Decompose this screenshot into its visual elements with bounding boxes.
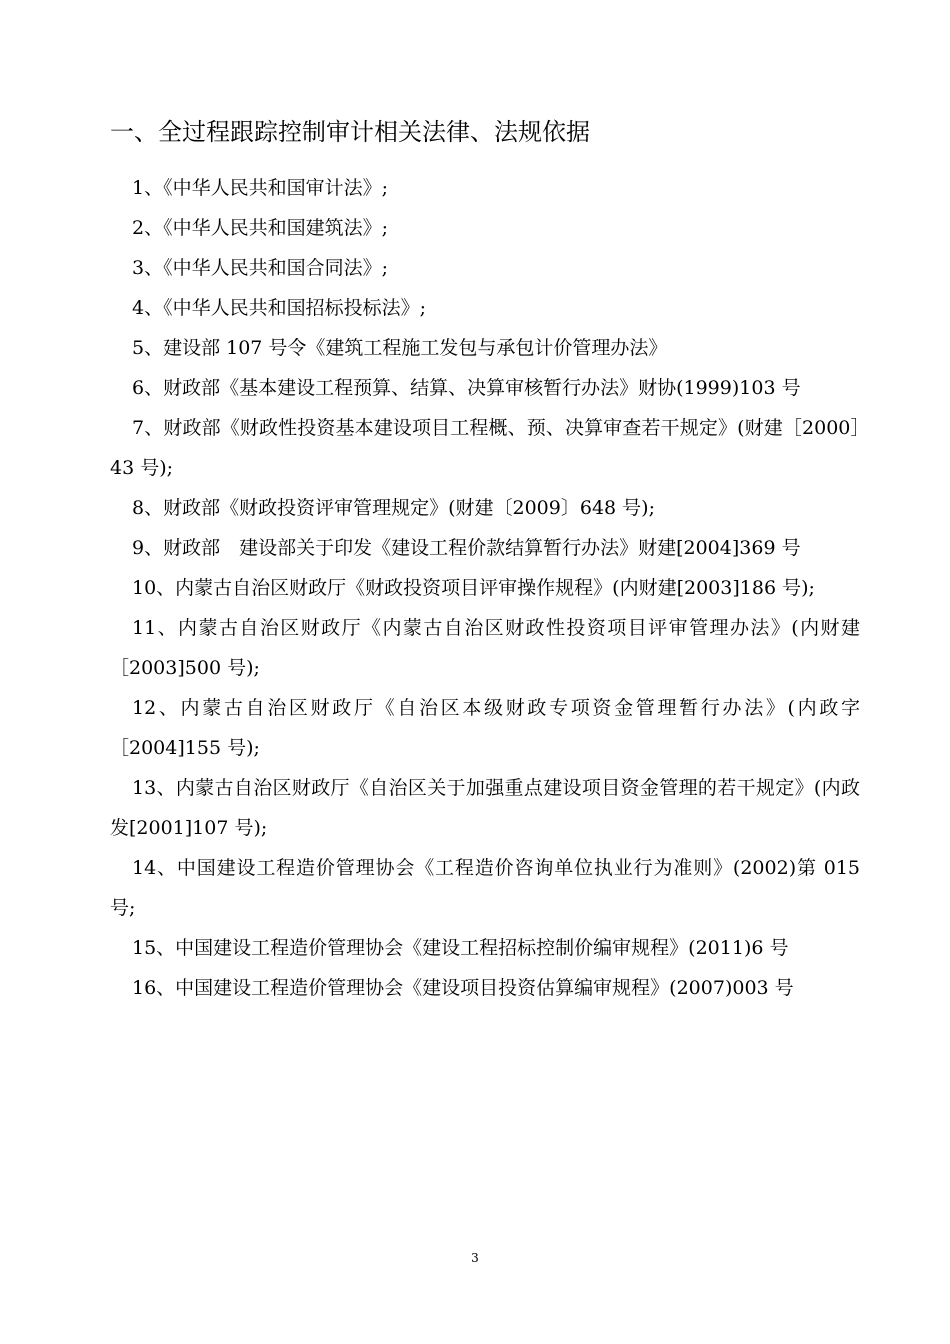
- list-item: 14、中国建设工程造价管理协会《工程造价咨询单位执业行为准则》(2002)第 015 号;: [110, 857, 860, 919]
- page-number: 3: [471, 1251, 479, 1265]
- list-item: 8、财政部《财政投资评审管理规定》(财建〔2009〕648 号);: [132, 497, 655, 519]
- list-item: 11、内蒙古自治区财政厅《内蒙古自治区财政性投资项目评审管理办法》(内财建［2003]500 号);: [110, 617, 860, 679]
- list-item: 16、中国建设工程造价管理协会《建设项目投资估算编审规程》(2007)003 号: [132, 977, 794, 999]
- list-item: 12、内蒙古自治区财政厅《自治区本级财政专项资金管理暂行办法》(内政字［2004]155 号);: [110, 697, 860, 759]
- list-item: 9、财政部 建设部关于印发《建设工程价款结算暂行办法》财建[2004]369 号: [132, 537, 801, 559]
- list-item: 10、内蒙古自治区财政厅《财政投资项目评审操作规程》(内财建[2003]186 号);: [132, 577, 815, 599]
- list-item: 13、内蒙古自治区财政厅《自治区关于加强重点建设项目资金管理的若干规定》(内政发[2001]107 号);: [110, 777, 860, 839]
- list-item: 5、建设部 107 号令《建筑工程施工发包与承包计价管理办法》: [132, 337, 668, 359]
- list-item: 7、财政部《财政性投资基本建设项目工程概、预、决算审查若干规定》(财建［2000］43 号);: [110, 417, 860, 479]
- list-item: 1、《中华人民共和国审计法》;: [132, 177, 388, 199]
- list-item: 6、财政部《基本建设工程预算、结算、决算审核暂行办法》财协(1999)103 号: [132, 377, 801, 399]
- list-item: 3、《中华人民共和国合同法》;: [132, 257, 388, 279]
- list-item: 4、《中华人民共和国招标投标法》;: [132, 297, 426, 319]
- list-item: 15、中国建设工程造价管理协会《建设工程招标控制价编审规程》(2011)6 号: [132, 937, 789, 959]
- regulation-list: [110, 168, 860, 1008]
- list-item: 2、《中华人民共和国建筑法》;: [132, 217, 388, 239]
- section-heading: 一、全过程跟踪控制审计相关法律、法规依据: [110, 118, 590, 146]
